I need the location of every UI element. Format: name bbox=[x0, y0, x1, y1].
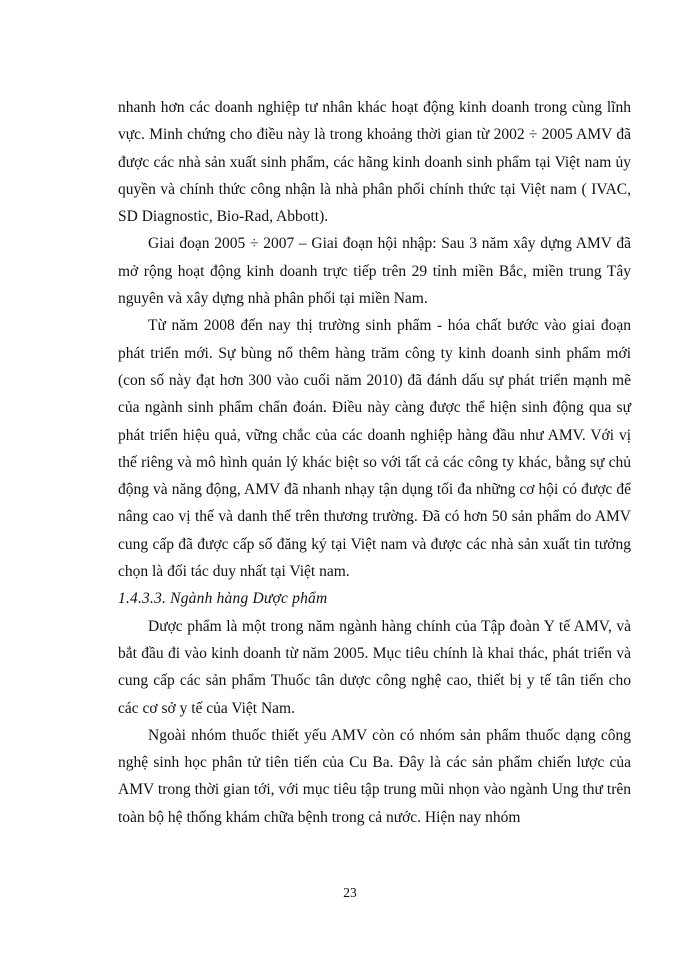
paragraph-continuation: nhanh hơn các doanh nghiệp tư nhân khác hoạt động kinh doanh trong cùng lĩnh vực. Minh chứng cho điều này là trong khoảng thời gian từ 2002 ÷ 2005 AMV đã được các nhà sản xuất sinh phẩm, các hãng kinh doanh sinh phẩm tại Việt nam ủy quyền và chính thức công nhận là nhà phân phối chính thức tại Việt nam ( IVAC, SD Diagnostic, Bio-Rad, Abbott). bbox=[118, 99, 631, 226]
paragraph-pharma-intro: Dược phẩm là một trong năm ngành hàng chính của Tập đoàn Y tế AMV, và bắt đầu đi vào kinh doanh từ năm 2005. Mục tiêu chính là khai thác, phát triển và cung cấp các sản phẩm Thuốc tân dược công nghệ cao, thiết bị y tế tân tiến cho các cơ sở y tế của Việt Nam. bbox=[118, 617, 631, 717]
paragraph-biotech-products: Ngoài nhóm thuốc thiết yếu AMV còn có nhóm sản phẩm thuốc dạng công nghệ sinh học phân tử tiên tiến của Cu Ba. Đây là các sản phẩm chiến lược của AMV trong thời gian tới, với mục tiêu tập trung mũi nhọn vào ngành Ung thư trên toàn bộ hệ thống khám chữa bệnh trong cả nước. Hiện nay nhóm bbox=[118, 726, 631, 826]
section-heading: 1.4.3.3. Ngành hàng Dược phẩm bbox=[118, 590, 328, 608]
page-number: 23 bbox=[343, 885, 357, 900]
body-text bbox=[118, 94, 631, 831]
paragraph-market-growth: Từ năm 2008 đến nay thị trường sinh phẩm - hóa chất bước vào giai đoạn phát triển mới. Sự bùng nổ thêm hàng trăm công ty kinh doanh sinh phẩm mới (con số này đạt hơn 300 vào cuối năm 2010) đã đánh dấu sự phát triển mạnh mẽ của ngành sinh phẩm chẩn đoán. Điều này càng được thể hiện sinh động qua sự phát triển hiệu quả, vững chắc của các doanh nghiệp hàng đầu như AMV. Với vị thế riêng và mô hình quản lý khác biệt so với tất cả các công ty khác, bằng sự chủ động và năng động, AMV đã nhanh nhạy tận dụng tối đa những cơ hội có được để nâng cao vị thế và danh thế trên thương trường. Đã có hơn 50 sản phẩm do AMV cung cấp đã được cấp số đăng ký tại Việt nam và được các nhà sản xuất tin tưởng chọn là đối tác duy nhất tại Việt nam. bbox=[118, 317, 631, 581]
paragraph-integration-phase: Giai đoạn 2005 ÷ 2007 – Giai đoạn hội nhập: Sau 3 năm xây dựng AMV đã mở rộng hoạt động kinh doanh trực tiếp trên 29 tỉnh miền Bắc, miền trung Tây nguyên và xây dựng nhà phân phối tại miền Nam. bbox=[118, 235, 631, 308]
